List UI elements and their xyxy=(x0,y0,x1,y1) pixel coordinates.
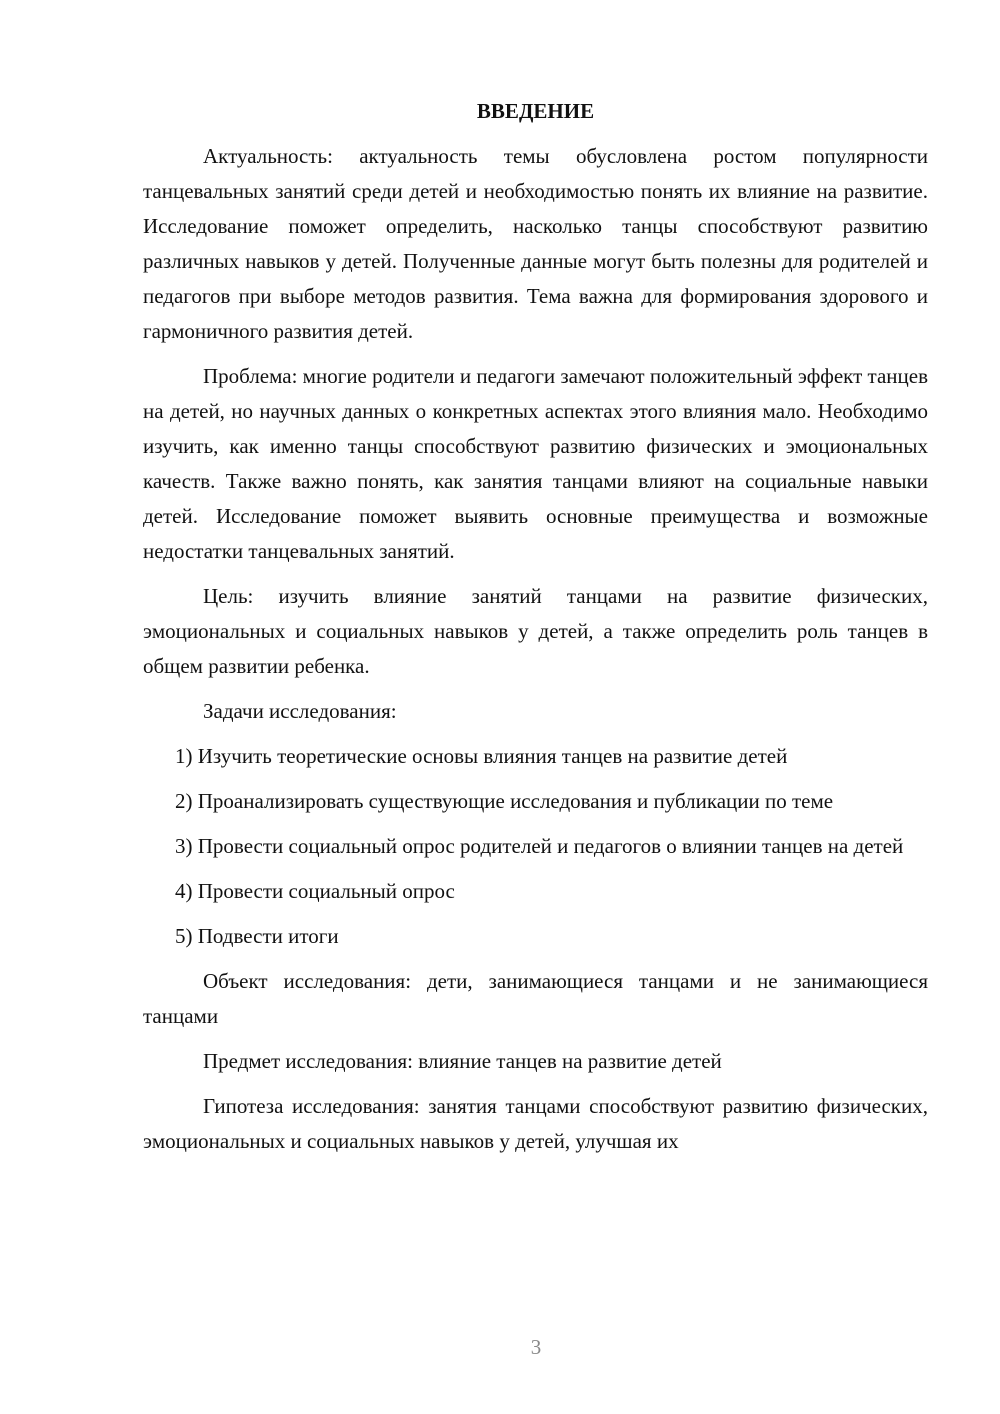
task-item-4: 4) Провести социальный опрос xyxy=(175,879,455,903)
task-item-1: 1) Изучить теоретические основы влияния танцев на развитие детей xyxy=(175,744,788,768)
problem-paragraph: Проблема: многие родители и педагоги замечают положительный эффект танцев на детей, но научных данных о конкретных аспектах этого влияния мало. Необходимо изучить, как именно танцы способствуют развитию физических и эмоциональных качеств. Также важно понять, как занятия танцами влияют на социальные навыки детей. Исследование поможет выявить основные преимущества и возможные недостатки танцевальных занятий. xyxy=(143,364,928,563)
page-content xyxy=(143,95,928,1169)
object-paragraph: Объект исследования: дети, занимающиеся танцами и не занимающиеся танцами xyxy=(143,969,928,1028)
relevance-paragraph: Актуальность: актуальность темы обусловлена ростом популярности танцевальных занятий среди детей и необходимостью понять их влияние на развитие. Исследование поможет определить, насколько танцы способствуют развитию различных навыков у детей. Полученные данные могут быть полезны для родителей и педагогов при выборе методов развития. Тема важна для формирования здорового и гармоничного развития детей. xyxy=(143,144,928,343)
subject-paragraph: Предмет исследования: влияние танцев на развитие детей xyxy=(203,1049,722,1073)
hypothesis-paragraph: Гипотеза исследования: занятия танцами способствуют развитию физических, эмоциональных и социальных навыков у детей, улучшая их xyxy=(143,1094,928,1153)
tasks-heading: Задачи исследования: xyxy=(203,699,397,723)
task-item-2: 2) Проанализировать существующие исследования и публикации по теме xyxy=(175,789,834,813)
section-title: ВВЕДЕНИЕ xyxy=(476,99,595,123)
task-item-5: 5) Подвести итоги xyxy=(175,924,339,948)
task-item-3: 3) Провести социальный опрос родителей и педагогов о влиянии танцев на детей xyxy=(175,834,904,858)
goal-paragraph: Цель: изучить влияние занятий танцами на развитие физических, эмоциональных и социальных навыков у детей, а также определить роль танцев в общем развитии ребенка. xyxy=(143,584,928,678)
page-number: 3 xyxy=(530,1335,542,1359)
